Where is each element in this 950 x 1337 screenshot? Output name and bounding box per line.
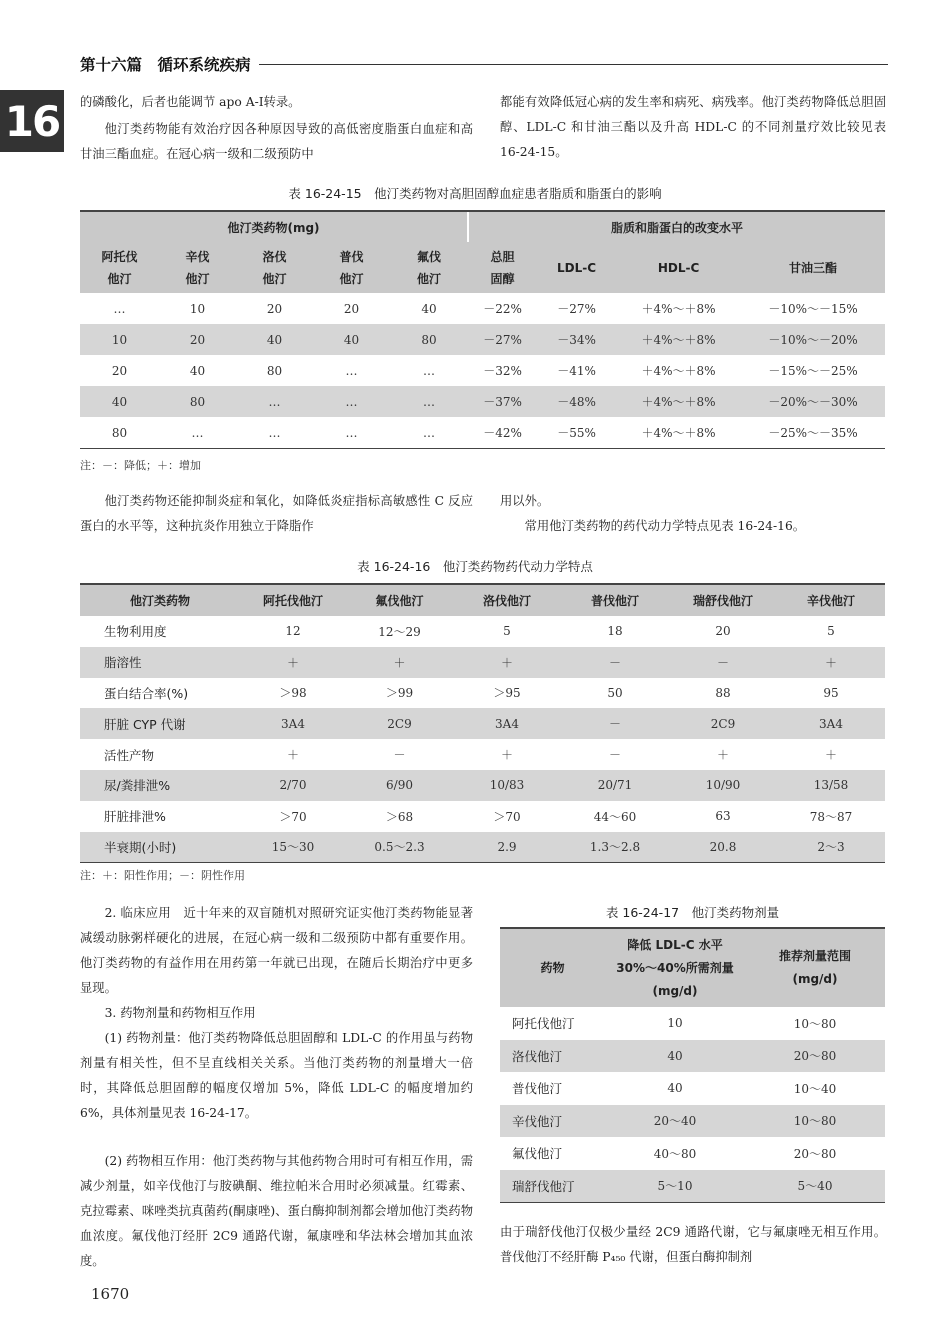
column-header: 辛伐 他汀 (159, 242, 236, 293)
header-rule (259, 64, 888, 65)
column-header-row (500, 928, 885, 1007)
cell: －15%～－25% (768, 364, 858, 378)
cell: 20 (715, 624, 731, 639)
cell: 20～40 (605, 1105, 745, 1138)
cell: ＋ (453, 647, 561, 678)
row-label: 活性产物 (104, 747, 155, 763)
table-row (80, 770, 885, 801)
intro-left-p2: 他汀类药物能有效治疗因各种原因导致的高低密度脂蛋白血症和高甘油三酯血症。在冠心病一级和二级预防中 (80, 122, 473, 161)
cell: … (390, 386, 468, 417)
cell: 5 (503, 624, 511, 639)
cell: 12～29 (378, 624, 421, 639)
cell: －55% (537, 417, 616, 449)
column-header-row (80, 584, 885, 616)
table-row (500, 1007, 885, 1040)
dose-para: (1) 药物剂量：他汀类药物降低总胆固醇和 LDL-C 的作用虽与药物剂量有相关性，但不呈直线相关关系。当他汀类药物的剂量增大一倍时，其降低总胆固醇的幅度仅增加 5%，降低 LDL-C 的幅度增加约 6%，具体剂量见表 16-24-17。 (80, 1031, 473, 1120)
column-header: 洛伐他汀 (453, 584, 561, 616)
cell: －48% (537, 386, 616, 417)
cell: 20 (343, 301, 360, 316)
cell: 50 (607, 685, 623, 700)
row-label: 辛伐他汀 (500, 1105, 605, 1138)
cell: －25%～－35% (741, 417, 885, 449)
cell: 2/70 (240, 770, 346, 801)
cell: －27% (468, 324, 537, 355)
cell: 20 (159, 324, 236, 355)
cell: 10 (189, 301, 206, 316)
table-row (80, 386, 885, 417)
table-row (80, 293, 885, 324)
table-row (80, 616, 885, 647)
cell: ＞98 (279, 686, 307, 701)
table-row (80, 324, 885, 355)
cell: 40 (236, 324, 313, 355)
cell: 3A4 (777, 708, 885, 739)
cell: 80 (390, 324, 468, 355)
column-header: 氟伐 他汀 (390, 242, 468, 293)
cell: 80 (159, 386, 236, 417)
cell: 40～80 (653, 1146, 697, 1161)
column-header: 药物 (500, 928, 605, 1007)
cell: … (236, 386, 313, 417)
table-row (80, 678, 885, 709)
cell: 10～80 (793, 1016, 837, 1031)
table-row (500, 1040, 885, 1073)
column-header: 推荐剂量范围 (mg/d) (745, 928, 885, 1007)
cell: －22% (483, 302, 522, 316)
section-title: 第十六篇 循环系统疾病 (80, 56, 251, 74)
cell: ＋4%～＋8% (616, 417, 741, 449)
cell: 5～10 (605, 1170, 745, 1203)
table1-caption: 表 16-24-15 他汀类药物对高胆固醇血症患者脂质和脂蛋白的影响 (288, 186, 662, 201)
table-row (80, 647, 885, 678)
table-row (80, 801, 885, 832)
group-header-statins: 他汀类药物(mg) (80, 211, 468, 242)
cell: … (113, 301, 126, 316)
cell: ＋ (777, 647, 885, 678)
row-label: 肝脏排泄% (104, 809, 166, 825)
cell: 13/58 (777, 770, 885, 801)
cell: 3A4 (453, 708, 561, 739)
cell: 10 (667, 1016, 683, 1031)
cell: －37% (468, 386, 537, 417)
column-header: 阿托伐 他汀 (80, 242, 159, 293)
intro-left-p1: 的磷酸化，后者也能调节 apo A-Ⅰ转录。 (80, 95, 301, 109)
table-statin-dosage (500, 927, 885, 1203)
cell: 6/90 (346, 770, 453, 801)
cell: －32% (483, 364, 522, 378)
cell: … (423, 363, 436, 378)
mid-right-p2: 常用他汀类药物的药代动力学特点见表 16-24-16。 (524, 519, 806, 533)
running-header (80, 52, 888, 76)
row-label: 洛伐他汀 (500, 1040, 605, 1073)
column-header: 他汀类药物 (80, 584, 240, 616)
row-label: 脂溶性 (80, 647, 240, 678)
cell: 2C9 (346, 708, 453, 739)
table2-caption: 表 16-24-16 他汀类药物药代动力学特点 (357, 559, 593, 574)
cell: 5 (827, 624, 835, 639)
table1-note: 注：－：降低；＋：增加 (80, 459, 201, 472)
table-row (500, 1170, 885, 1203)
cell: 40 (605, 1040, 745, 1073)
table-row (80, 832, 885, 863)
cell: 20.8 (669, 832, 777, 863)
table-lipid-effects (80, 210, 885, 449)
cell: － (608, 748, 621, 763)
cell: －34% (537, 324, 616, 355)
cell: 20 (111, 363, 128, 378)
row-label: 阿托伐他汀 (512, 1016, 575, 1032)
cell: ＞70 (493, 809, 521, 824)
cell: … (313, 386, 390, 417)
mid-right-p1: 用以外。 (500, 494, 550, 508)
column-header-row (80, 242, 885, 293)
cell: 40 (189, 363, 206, 378)
cell: 10/90 (669, 770, 777, 801)
row-label: 氟伐他汀 (512, 1146, 563, 1162)
cell: 2C9 (669, 708, 777, 739)
group-header-lipids: 脂质和脂蛋白的改变水平 (468, 211, 885, 242)
row-label: 半衰期(小时) (80, 832, 240, 863)
cell: 20～80 (793, 1146, 837, 1161)
cell: 12 (285, 624, 301, 639)
column-header: 普伐他汀 (561, 584, 669, 616)
row-label: 肝脏 CYP 代谢 (80, 708, 240, 739)
intro-right-p1: 都能有效降低冠心病的发生率和病死、病残率。他汀类药物降低总胆固醇、LDL-C 和甘油三酯以及升高 HDL-C 的不同剂量疗效比较见表 16-24-15。 (500, 95, 886, 159)
cell: ＋ (346, 647, 453, 678)
cell: 44～60 (593, 809, 637, 824)
cell: 40 (421, 301, 437, 316)
cell: ＞70 (279, 809, 307, 824)
cell: 88 (715, 685, 731, 700)
table-row (500, 1072, 885, 1105)
cell: －10%～－20% (741, 324, 885, 355)
cell: 63 (715, 809, 731, 824)
column-header: 瑞舒伐他汀 (669, 584, 777, 616)
column-header: LDL-C (537, 242, 616, 293)
cell: ＋ (240, 647, 346, 678)
cell: 0.5～2.3 (346, 832, 453, 863)
cell: － (561, 708, 669, 739)
column-header: HDL-C (616, 242, 741, 293)
row-label: 普伐他汀 (512, 1081, 563, 1097)
page-number: 1670 (91, 1285, 130, 1303)
cell: 2.9 (453, 832, 561, 863)
cell: 40 (80, 386, 159, 417)
table-pharmacokinetics (80, 583, 885, 863)
column-header: 辛伐他汀 (777, 584, 885, 616)
table-row (80, 708, 885, 739)
column-header: 总胆 固醇 (468, 242, 537, 293)
cell: … (345, 363, 358, 378)
cell: 10/83 (453, 770, 561, 801)
bottom-right-para: 由于瑞舒伐他汀仅极少量经 2C9 通路代谢，它与氟康唑无相互作用。普伐他汀不经肝酶 P₄₅₀ 代谢，但蛋白酶抑制剂 (500, 1225, 886, 1264)
cell: 18 (607, 624, 623, 639)
cell: ＞99 (385, 686, 414, 701)
cell: 20～80 (745, 1040, 885, 1073)
table2-note: 注：＋：阳性作用；－：阴性作用 (80, 869, 245, 882)
row-label: 生物利用度 (104, 624, 167, 640)
cell: － (561, 647, 669, 678)
cell: 20/71 (561, 770, 669, 801)
clinical-use-para: 2. 临床应用 近十年来的双盲随机对照研究证实他汀类药物能显著减缓动脉粥样硬化的进展，在冠心病一级和二级预防中都有重要作用。他汀类药物的有益作用在用药第一年就已出现，在随后长期治疗中更多显现。 (80, 906, 473, 995)
cell: ＋ (286, 748, 299, 763)
row-label: 蛋白结合率(%) (104, 685, 189, 701)
cell: － (393, 748, 406, 763)
table-row (500, 1105, 885, 1138)
cell: ＋4%～＋8% (616, 386, 741, 417)
row-label: 瑞舒伐他汀 (500, 1170, 605, 1203)
cell: ＋4%～＋8% (616, 324, 741, 355)
cell: 10～40 (793, 1081, 837, 1096)
cell: 3A4 (240, 708, 346, 739)
cell: 2～3 (777, 832, 885, 863)
cell: 15～30 (240, 832, 346, 863)
table3-caption: 表 16-24-17 他汀类药物剂量 (605, 905, 780, 920)
cell: 78～87 (809, 809, 853, 824)
cell: －27% (557, 302, 596, 316)
cell: －41% (557, 364, 596, 378)
cell: ＋ (500, 748, 513, 763)
table-row (80, 355, 885, 386)
cell: … (236, 417, 313, 449)
cell: ＞68 (385, 809, 414, 824)
cell: ＋4%～＋8% (641, 302, 716, 316)
row-label: 尿/粪排泄% (80, 770, 240, 801)
cell: 10 (80, 324, 159, 355)
mid-left-para: 他汀类药物还能抑制炎症和氧化，如降低炎症指标高敏感性 C 反应蛋白的水平等，这种抗炎作用独立于降脂作 (80, 494, 473, 533)
cell: ＋ (716, 748, 729, 763)
cell: 20 (266, 301, 283, 316)
cell: ＞95 (493, 686, 521, 701)
cell: 1.3～2.8 (561, 832, 669, 863)
interaction-para: (2) 药物相互作用：他汀类药物与其他药物合用时可有相互作用，需减少剂量，如辛伐他汀与胺碘酮、维拉帕米合用时必须减量。红霉素、克拉霉素、咪唑类抗真菌药(酮康唑)、蛋白酶抑制剂都会增加他汀类药物血浓度。氟伐他汀经肝 2C9 通路代谢，氟康唑和华法林会增加其血浓度。 (80, 1154, 473, 1268)
cell: －20%～－30% (741, 386, 885, 417)
cell: －10%～－15% (768, 302, 858, 316)
cell: 80 (80, 417, 159, 449)
column-header: 普伐 他汀 (313, 242, 390, 293)
cell: － (669, 647, 777, 678)
column-header: 甘油三酯 (741, 242, 885, 293)
chapter-tab: 16 (0, 90, 64, 152)
cell: … (390, 417, 468, 449)
cell: ＋4%～＋8% (641, 364, 716, 378)
cell: … (159, 417, 236, 449)
cell: 95 (823, 685, 839, 700)
table-row (500, 1137, 885, 1170)
dose-interaction-heading: 3. 药物剂量和药物相互作用 (104, 1006, 256, 1020)
cell: 40 (313, 324, 390, 355)
column-header: 阿托伐他汀 (240, 584, 346, 616)
table-row (80, 417, 885, 449)
cell: －42% (468, 417, 537, 449)
column-header: 降低 LDL-C 水平 30%～40%所需剂量 (mg/d) (605, 928, 745, 1007)
column-header: 氟伐他汀 (346, 584, 453, 616)
table-row (80, 739, 885, 770)
cell: 5～40 (745, 1170, 885, 1203)
cell: … (313, 417, 390, 449)
cell: 40 (667, 1081, 683, 1096)
cell: 80 (266, 363, 283, 378)
cell: ＋ (824, 748, 837, 763)
column-header: 洛伐 他汀 (236, 242, 313, 293)
cell: 10～80 (745, 1105, 885, 1138)
